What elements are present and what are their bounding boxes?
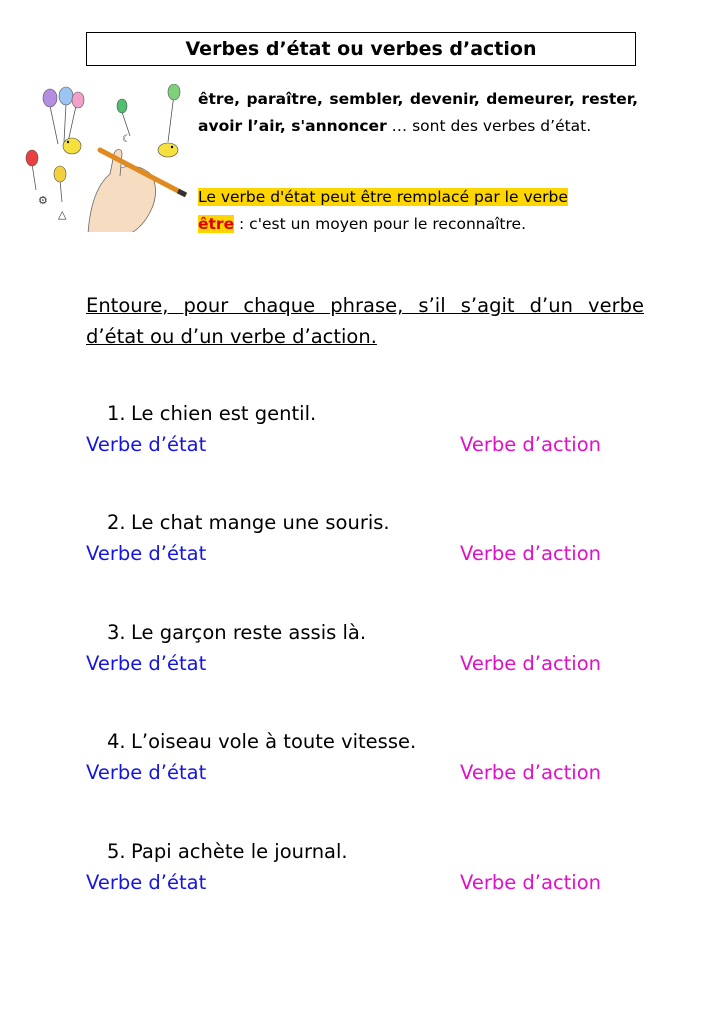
question-sentence bbox=[107, 840, 348, 863]
svg-text:△: △ bbox=[58, 208, 67, 221]
rule-box bbox=[198, 184, 638, 238]
question-number: 4. bbox=[107, 730, 126, 753]
svg-text:☾: ☾ bbox=[122, 134, 131, 145]
exercise-instruction bbox=[86, 290, 644, 352]
instruction-text: Entoure, pour chaque phrase, s’il s’agit d’un verbe d’état ou d’un verbe d’action. bbox=[86, 294, 644, 348]
question-text: Papi achète le journal. bbox=[131, 840, 348, 863]
page-title bbox=[86, 32, 636, 66]
question-text: Le chat mange une souris. bbox=[131, 511, 390, 534]
etat-verbs-ellipsis: … bbox=[386, 117, 413, 135]
rule-text-rest: : c'est un moyen pour le reconnaître. bbox=[234, 215, 526, 233]
option-verbe-etat[interactable]: Verbe d’état bbox=[86, 652, 207, 675]
svg-text:⚙: ⚙ bbox=[38, 194, 48, 207]
option-verbe-etat[interactable]: Verbe d’état bbox=[86, 433, 207, 456]
option-verbe-etat[interactable]: Verbe d’état bbox=[86, 542, 207, 565]
question-sentence bbox=[107, 511, 390, 534]
question-number: 1. bbox=[107, 402, 126, 425]
question-text: L’oiseau vole à toute vitesse. bbox=[131, 730, 417, 753]
option-verbe-etat[interactable]: Verbe d’état bbox=[86, 871, 207, 894]
question-text: Le chien est gentil. bbox=[131, 402, 317, 425]
question-text: Le garçon reste assis là. bbox=[131, 621, 367, 644]
etat-verbs-list bbox=[198, 86, 638, 140]
question-number: 3. bbox=[107, 621, 126, 644]
page-title-text: Verbes d’état ou verbes d’action bbox=[185, 38, 537, 60]
rule-text-highlighted: Le verbe d'état peut être remplacé par le verbe bbox=[198, 188, 568, 206]
question-sentence bbox=[107, 402, 316, 425]
option-verbe-action[interactable]: Verbe d’action bbox=[460, 433, 602, 456]
balloons-hand-illustration bbox=[18, 84, 190, 232]
etat-verbs-suffix: sont des verbes d’état. bbox=[412, 117, 592, 135]
question-sentence bbox=[107, 621, 366, 644]
rule-keyword: être bbox=[198, 215, 235, 233]
etat-verbs: être, paraître, sembler, devenir, demeurer, rester, avoir l’air, s'annoncer bbox=[198, 90, 638, 135]
option-verbe-action[interactable]: Verbe d’action bbox=[460, 652, 602, 675]
option-verbe-action[interactable]: Verbe d’action bbox=[460, 542, 602, 565]
option-verbe-action[interactable]: Verbe d’action bbox=[460, 871, 602, 894]
option-verbe-etat[interactable]: Verbe d’état bbox=[86, 761, 207, 784]
question-sentence bbox=[107, 730, 416, 753]
question-number: 2. bbox=[107, 511, 126, 534]
question-number: 5. bbox=[107, 840, 126, 863]
option-verbe-action[interactable]: Verbe d’action bbox=[460, 761, 602, 784]
